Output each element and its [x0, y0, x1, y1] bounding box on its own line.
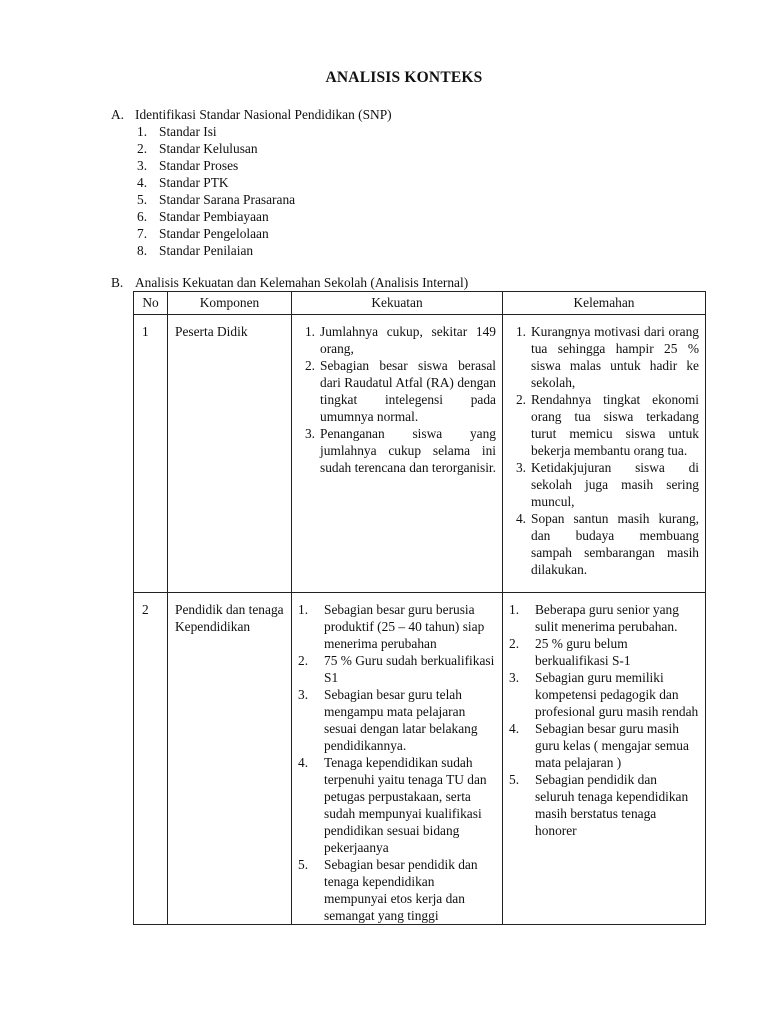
list-item: [509, 720, 699, 771]
row-number: 2: [134, 593, 168, 925]
kelemahan-list: [509, 323, 699, 578]
list-item-number: 2.: [298, 653, 309, 668]
list-item: [509, 669, 699, 720]
list-item-text: Sebagian besar guru masih guru kelas ( mengajar semua mata pelajaran ): [535, 721, 689, 770]
row-number: 1: [134, 315, 168, 593]
list-item-number: 1.: [137, 124, 148, 139]
list-item: [509, 771, 699, 839]
table-row: [134, 593, 706, 925]
list-item-number: 4.: [515, 511, 526, 526]
list-item-number: 7.: [137, 226, 148, 241]
list-item-text: Standar Penilaian: [159, 243, 254, 258]
list-item: [298, 652, 496, 686]
list-item-text: Sopan santun masih kurang, dan budaya membuang sampah sembarangan masih dilakukan.: [531, 511, 699, 577]
list-item-text: Sebagian besar siswa berasal dari Raudatul Atfal (RA) dengan tingkat intelegensi pada umumnya normal.: [320, 358, 496, 424]
list-item: [137, 123, 392, 140]
section-b-letter: B.: [111, 275, 124, 290]
list-item: [137, 242, 392, 259]
list-item-text: Standar Pengelolaan: [159, 226, 269, 241]
list-item-text: Standar Isi: [159, 124, 217, 139]
list-item: [137, 140, 392, 157]
kekuatan-list: [298, 601, 496, 924]
header-kelemahan: Kelemahan: [503, 292, 706, 315]
list-item: [298, 856, 496, 924]
header-no: No: [134, 292, 168, 315]
row-komponen: Peserta Didik: [168, 315, 292, 593]
list-item-text: Ketidakjujuran siswa di sekolah juga masih sering muncul,: [531, 460, 699, 509]
row-komponen: Pendidik dan tenaga Kependidikan: [168, 593, 292, 925]
list-item-number: 3.: [304, 426, 315, 441]
list-item-text: Kurangnya motivasi dari orang tua sehingga hampir 25 % siswa malas untuk hadir ke sekolah,: [531, 324, 699, 390]
section-a-letter: A.: [111, 107, 125, 122]
list-item-text: Standar Proses: [159, 158, 239, 173]
list-item-text: Beberapa guru senior yang sulit menerima perubahan.: [535, 602, 679, 634]
kekuatan-list: [298, 323, 496, 476]
list-item: [509, 635, 699, 669]
list-item: [509, 601, 699, 635]
list-item-text: Jumlahnya cukup, sekitar 149 orang,: [320, 324, 496, 356]
kekuatan-cell: [292, 593, 503, 925]
list-item-number: 5.: [298, 857, 309, 872]
standard-list: [137, 123, 392, 259]
section-a-heading: Identifikasi Standar Nasional Pendidikan (SNP): [135, 107, 392, 122]
table-row: [134, 315, 706, 593]
list-item-text: Rendahnya tingkat ekonomi orang tua siswa terkadang turut memicu siswa untuk bekerja membantu orang tua.: [531, 392, 699, 458]
kekuatan-cell: [292, 315, 503, 593]
list-item-number: 3.: [137, 158, 148, 173]
list-item-number: 5.: [137, 192, 148, 207]
kelemahan-cell: [503, 315, 706, 593]
list-item: [298, 754, 496, 856]
list-item: [137, 208, 392, 225]
list-item-text: Sebagian guru memiliki kompetensi pedagogik dan profesional guru masih rendah: [535, 670, 699, 719]
list-item-number: 2.: [137, 141, 148, 156]
list-item-number: 4.: [509, 721, 520, 736]
list-item: [298, 425, 496, 476]
list-item: [509, 391, 699, 459]
list-item: [137, 157, 392, 174]
list-item-number: 3.: [515, 460, 526, 475]
list-item-text: Standar Sarana Prasarana: [159, 192, 296, 207]
list-item: [509, 323, 699, 391]
swot-table: [133, 291, 706, 925]
list-item: [509, 459, 699, 510]
list-item-number: 5.: [509, 772, 520, 787]
list-item: [298, 357, 496, 425]
kelemahan-list: [509, 601, 699, 839]
list-item-text: Standar Pembiayaan: [159, 209, 269, 224]
list-item-number: 1.: [515, 324, 526, 339]
list-item: [137, 225, 392, 242]
list-item-text: Standar PTK: [159, 175, 229, 190]
list-item: [298, 323, 496, 357]
list-item-number: 1.: [304, 324, 315, 339]
list-item-text: Tenaga kependidikan sudah terpenuhi yaitu tenaga TU dan petugas perpustakaan, serta sudah mempunyai kualifikasi pendidikan sesuai bidang pekerjaanya: [324, 755, 487, 855]
list-item-text: Sebagian pendidik dan seluruh tenaga kependidikan masih berstatus tenaga honorer: [535, 772, 689, 838]
list-item-text: Penanganan siswa yang jumlahnya cukup selama ini sudah terencana dan terorganisir.: [320, 426, 496, 475]
section-b: [111, 274, 468, 291]
list-item-number: 1.: [509, 602, 520, 617]
list-item: [298, 601, 496, 652]
list-item-text: Standar Kelulusan: [159, 141, 258, 156]
list-item-number: 1.: [298, 602, 309, 617]
header-kekuatan: Kekuatan: [292, 292, 503, 315]
table-header-row: [134, 292, 706, 315]
list-item-number: 3.: [298, 687, 309, 702]
list-item-number: 6.: [137, 209, 148, 224]
list-item-number: 2.: [515, 392, 526, 407]
list-item-text: 75 % Guru sudah berkualifikasi S1: [324, 653, 495, 685]
list-item-number: 4.: [137, 175, 148, 190]
list-item-text: Sebagian besar pendidik dan tenaga kependidikan mempunyai etos kerja dan semangat yang tinggi: [324, 857, 478, 923]
list-item-number: 3.: [509, 670, 520, 685]
kelemahan-cell: [503, 593, 706, 925]
section-a: [111, 106, 392, 259]
list-item: [137, 174, 392, 191]
list-item: [298, 686, 496, 754]
header-komponen: Komponen: [168, 292, 292, 315]
list-item-number: 2.: [304, 358, 315, 373]
list-item-text: Sebagian besar guru telah mengampu mata pelajaran sesuai dengan latar belakang pendidikannya.: [324, 687, 478, 753]
list-item-text: 25 % guru belum berkualifikasi S-1: [535, 636, 631, 668]
list-item-number: 8.: [137, 243, 148, 258]
list-item-number: 2.: [509, 636, 520, 651]
list-item: [509, 510, 699, 578]
section-b-heading: Analisis Kekuatan dan Kelemahan Sekolah (Analisis Internal): [135, 275, 469, 290]
list-item-text: Sebagian besar guru berusia produktif (25 – 40 tahun) siap menerima perubahan: [324, 602, 485, 651]
document-title: ANALISIS KONTEKS: [325, 69, 483, 86]
list-item-number: 4.: [298, 755, 309, 770]
list-item: [137, 191, 392, 208]
